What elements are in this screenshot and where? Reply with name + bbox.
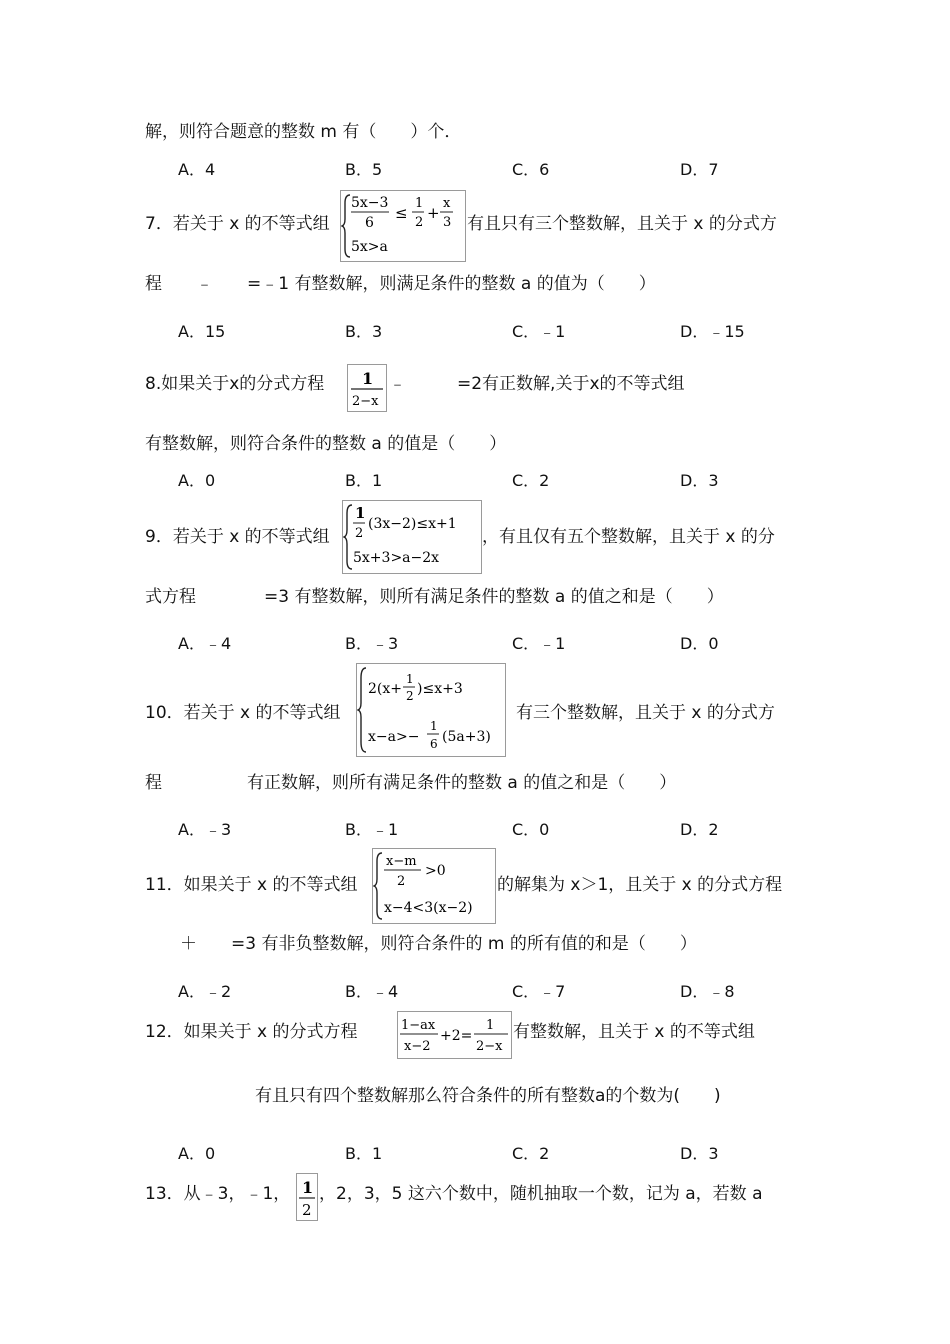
q12-option-d[interactable]: D．3 [680, 1144, 719, 1163]
q7-option-a[interactable]: A．15 [178, 322, 226, 341]
q11-option-b[interactable]: B．﹣4 [345, 982, 399, 1001]
q8-prefix: 8.如果关于x的分式方程 [145, 374, 325, 394]
q7-option-d[interactable]: D．﹣15 [680, 322, 745, 341]
q10-eq1-a: 2(x+ [368, 681, 402, 697]
q13-prefix: 13．从﹣3，﹣1， [145, 1184, 291, 1204]
q8-frac-num: 1 [362, 369, 374, 388]
q8-suffix: ﹣ =2有正数解,关于x的不等式组 [389, 374, 685, 394]
q11-option-a[interactable]: A．﹣2 [178, 982, 232, 1001]
q10-eq2-frac-num: 1 [430, 719, 438, 733]
q11-option-c[interactable]: C．﹣7 [512, 982, 566, 1001]
q8-option-d[interactable]: D．3 [680, 471, 719, 490]
q9-suffix: ，有且仅有五个整数解，且关于 x 的分 [482, 527, 775, 547]
q10-eq1-half-den: 2 [406, 689, 414, 703]
q11-prefix: 11．如果关于 x 的不等式组 [145, 875, 358, 895]
q8-option-a[interactable]: A．0 [178, 471, 216, 490]
q11-option-d[interactable]: D．﹣8 [680, 982, 735, 1001]
q7-option-c[interactable]: C．﹣1 [512, 322, 566, 341]
q11-eq2: x−4<3(x−2) [384, 900, 473, 916]
q9-eq1-half-num: 1 [355, 504, 366, 522]
q12-fraction-equation [397, 1011, 512, 1059]
q7-eq1-num: 5x−3 [351, 195, 389, 211]
q10-option-b[interactable]: B．﹣1 [345, 820, 399, 839]
q6-option-a[interactable]: A．4 [178, 160, 216, 179]
q7-eq1-r1-num: 1 [415, 196, 424, 211]
q9-eq2: 5x+3>a−2x [353, 550, 440, 566]
q7-eq1-plus: + [427, 204, 440, 222]
q7-eq1-r2-num: x [443, 196, 451, 211]
q13-frac-num: 1 [302, 1178, 314, 1197]
q7-eq1-r2-den: 3 [443, 215, 452, 230]
q7-inequality-system [340, 190, 466, 262]
q12-line2: 有且只有四个整数解那么符合条件的所有整数a的个数为( ) [255, 1086, 721, 1106]
q7-eq2: 5x>a [351, 239, 388, 255]
q8-option-b[interactable]: B．1 [345, 471, 383, 490]
q9-eq1-rest: (3x−2)≤x+1 [368, 516, 457, 532]
q10-inequality-system [356, 663, 506, 757]
q7-option-b[interactable]: B．3 [345, 322, 383, 341]
q12-option-c[interactable]: C．2 [512, 1144, 550, 1163]
q8-frac-den: 2−x [352, 394, 379, 409]
q6-option-d[interactable]: D．7 [680, 160, 719, 179]
q13-suffix: ，2，3，5 这六个数中，随机抽取一个数，记为 a，若数 a [319, 1184, 763, 1204]
q11-inequality-system [372, 848, 496, 924]
q6-line2: 解，则符合题意的整数 m 有（ ）个． [145, 122, 462, 142]
q10-eq1-b: )≤x+3 [417, 681, 463, 697]
q10-eq2-frac-den: 6 [430, 737, 438, 751]
q7-eq1-rel: ≤ [395, 204, 408, 222]
q12-l-num: 1−ax [401, 1018, 436, 1033]
q8-line2: 有整数解，则符合条件的整数 a 的值是（ ） [145, 434, 507, 454]
q11-line2: ＋ =3 有非负整数解，则符合条件的 m 的所有值的和是（ ） [180, 934, 697, 954]
q12-r-den: 2−x [476, 1039, 503, 1054]
q10-line2: 程 有正数解，则所有满足条件的整数 a 的值之和是（ ） [145, 773, 677, 793]
q10-option-c[interactable]: C．0 [512, 820, 550, 839]
q11-eq1-den: 2 [397, 874, 406, 889]
q11-suffix: 的解集为 x＞1，且关于 x 的分式方程 [497, 875, 783, 895]
q13-frac-den: 2 [302, 1201, 312, 1219]
q8-option-c[interactable]: C．2 [512, 471, 550, 490]
q6-option-b[interactable]: B．5 [345, 160, 383, 179]
q10-eq1-half-num: 1 [406, 672, 414, 686]
q7-line2: 程 ﹣ =﹣1 有整数解，则满足条件的整数 a 的值为（ ） [145, 274, 656, 294]
q12-prefix: 12．如果关于 x 的分式方程 [145, 1022, 358, 1042]
q6-option-c[interactable]: C．6 [512, 160, 550, 179]
q11-eq1-rel: >0 [425, 863, 446, 879]
q11-eq1-num: x−m [386, 854, 417, 869]
q10-option-a[interactable]: A．﹣3 [178, 820, 232, 839]
q7-suffix: 有且只有三个整数解，且关于 x 的分式方 [467, 214, 777, 234]
q13-half-fraction [296, 1173, 318, 1221]
q12-option-a[interactable]: A．0 [178, 1144, 216, 1163]
q9-option-d[interactable]: D．0 [680, 634, 719, 653]
q12-option-b[interactable]: B．1 [345, 1144, 383, 1163]
q12-mid: +2= [440, 1028, 473, 1044]
q12-r-num: 1 [486, 1018, 495, 1033]
q10-prefix: 10．若关于 x 的不等式组 [145, 703, 341, 723]
q7-prefix: 7．若关于 x 的不等式组 [145, 214, 330, 234]
q10-suffix: 有三个整数解，且关于 x 的分式方 [516, 703, 775, 723]
q7-eq1-r1-den: 2 [415, 215, 424, 230]
q7-eq1-den: 6 [365, 215, 374, 231]
q12-l-den: x−2 [404, 1039, 431, 1054]
q9-line2: 式方程 =3 有整数解，则所有满足条件的整数 a 的值之和是（ ） [145, 587, 724, 607]
q10-option-d[interactable]: D．2 [680, 820, 719, 839]
q9-eq1-half-den: 2 [355, 526, 364, 541]
q12-suffix: 有整数解，且关于 x 的不等式组 [513, 1022, 755, 1042]
q10-eq2-a: x−a>− [368, 729, 420, 745]
q9-inequality-system [342, 500, 482, 574]
q8-fraction [347, 364, 387, 412]
q9-option-c[interactable]: C．﹣1 [512, 634, 566, 653]
q9-option-b[interactable]: B．﹣3 [345, 634, 399, 653]
q9-option-a[interactable]: A．﹣4 [178, 634, 232, 653]
q10-eq2-b: (5a+3) [442, 729, 491, 745]
q9-prefix: 9．若关于 x 的不等式组 [145, 527, 330, 547]
